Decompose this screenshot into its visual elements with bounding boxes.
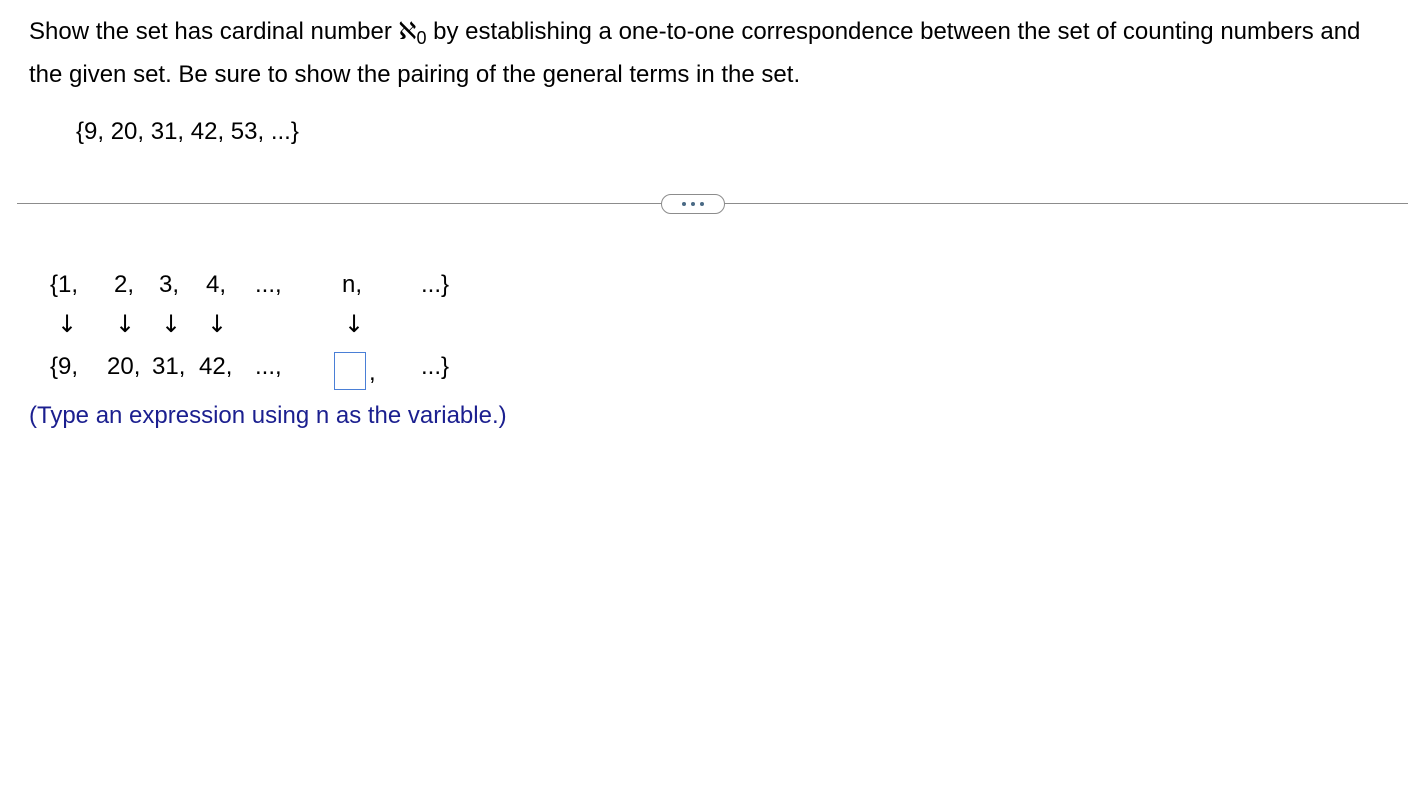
arrow-down-icon: ↓ — [57, 310, 78, 338]
arrow-down-icon: ↓ — [207, 310, 228, 338]
given-term-n-comma: , — [369, 359, 376, 386]
aleph-null-symbol — [398, 18, 427, 48]
question-text-end: by establishing a one-to-one correspondence between the set of counting numbers and the given set. Be sure to show the pairing of the general terms in the set. — [29, 18, 1361, 88]
counting-term-3: 3, — [159, 271, 180, 298]
given-set: {9, 20, 31, 42, 53, ...} — [76, 118, 299, 145]
counting-term-4: 4, — [206, 271, 227, 298]
ellipsis-icon-dot-3 — [700, 202, 704, 206]
ellipsis-icon-dot-1 — [682, 202, 686, 206]
arrow-down-icon: ↓ — [161, 310, 182, 338]
given-term-4: 42, — [199, 353, 233, 380]
given-closing: ...} — [421, 353, 450, 380]
counting-term-n: n, — [342, 271, 363, 298]
counting-term-2: 2, — [114, 271, 135, 298]
aleph-glyph: ℵ — [398, 18, 417, 45]
counting-ellipsis: ..., — [255, 271, 282, 298]
question-text-start: Show the set has cardinal number — [29, 18, 399, 45]
question-text — [29, 10, 1389, 96]
general-term-answer-input[interactable] — [334, 352, 366, 390]
given-ellipsis: ..., — [255, 353, 282, 380]
ellipsis-icon-dot-2 — [691, 202, 695, 206]
counting-term-1: {1, — [50, 271, 79, 298]
aleph-subscript: 0 — [416, 28, 427, 48]
given-term-3: 31, — [152, 353, 186, 380]
arrow-down-icon: ↓ — [344, 310, 365, 338]
more-options-button[interactable] — [661, 194, 725, 214]
answer-hint: (Type an expression using n as the variable.) — [29, 402, 507, 429]
arrow-down-icon: ↓ — [115, 310, 136, 338]
given-term-2: 20, — [107, 353, 141, 380]
given-term-1: {9, — [50, 353, 79, 380]
counting-closing: ...} — [421, 271, 450, 298]
